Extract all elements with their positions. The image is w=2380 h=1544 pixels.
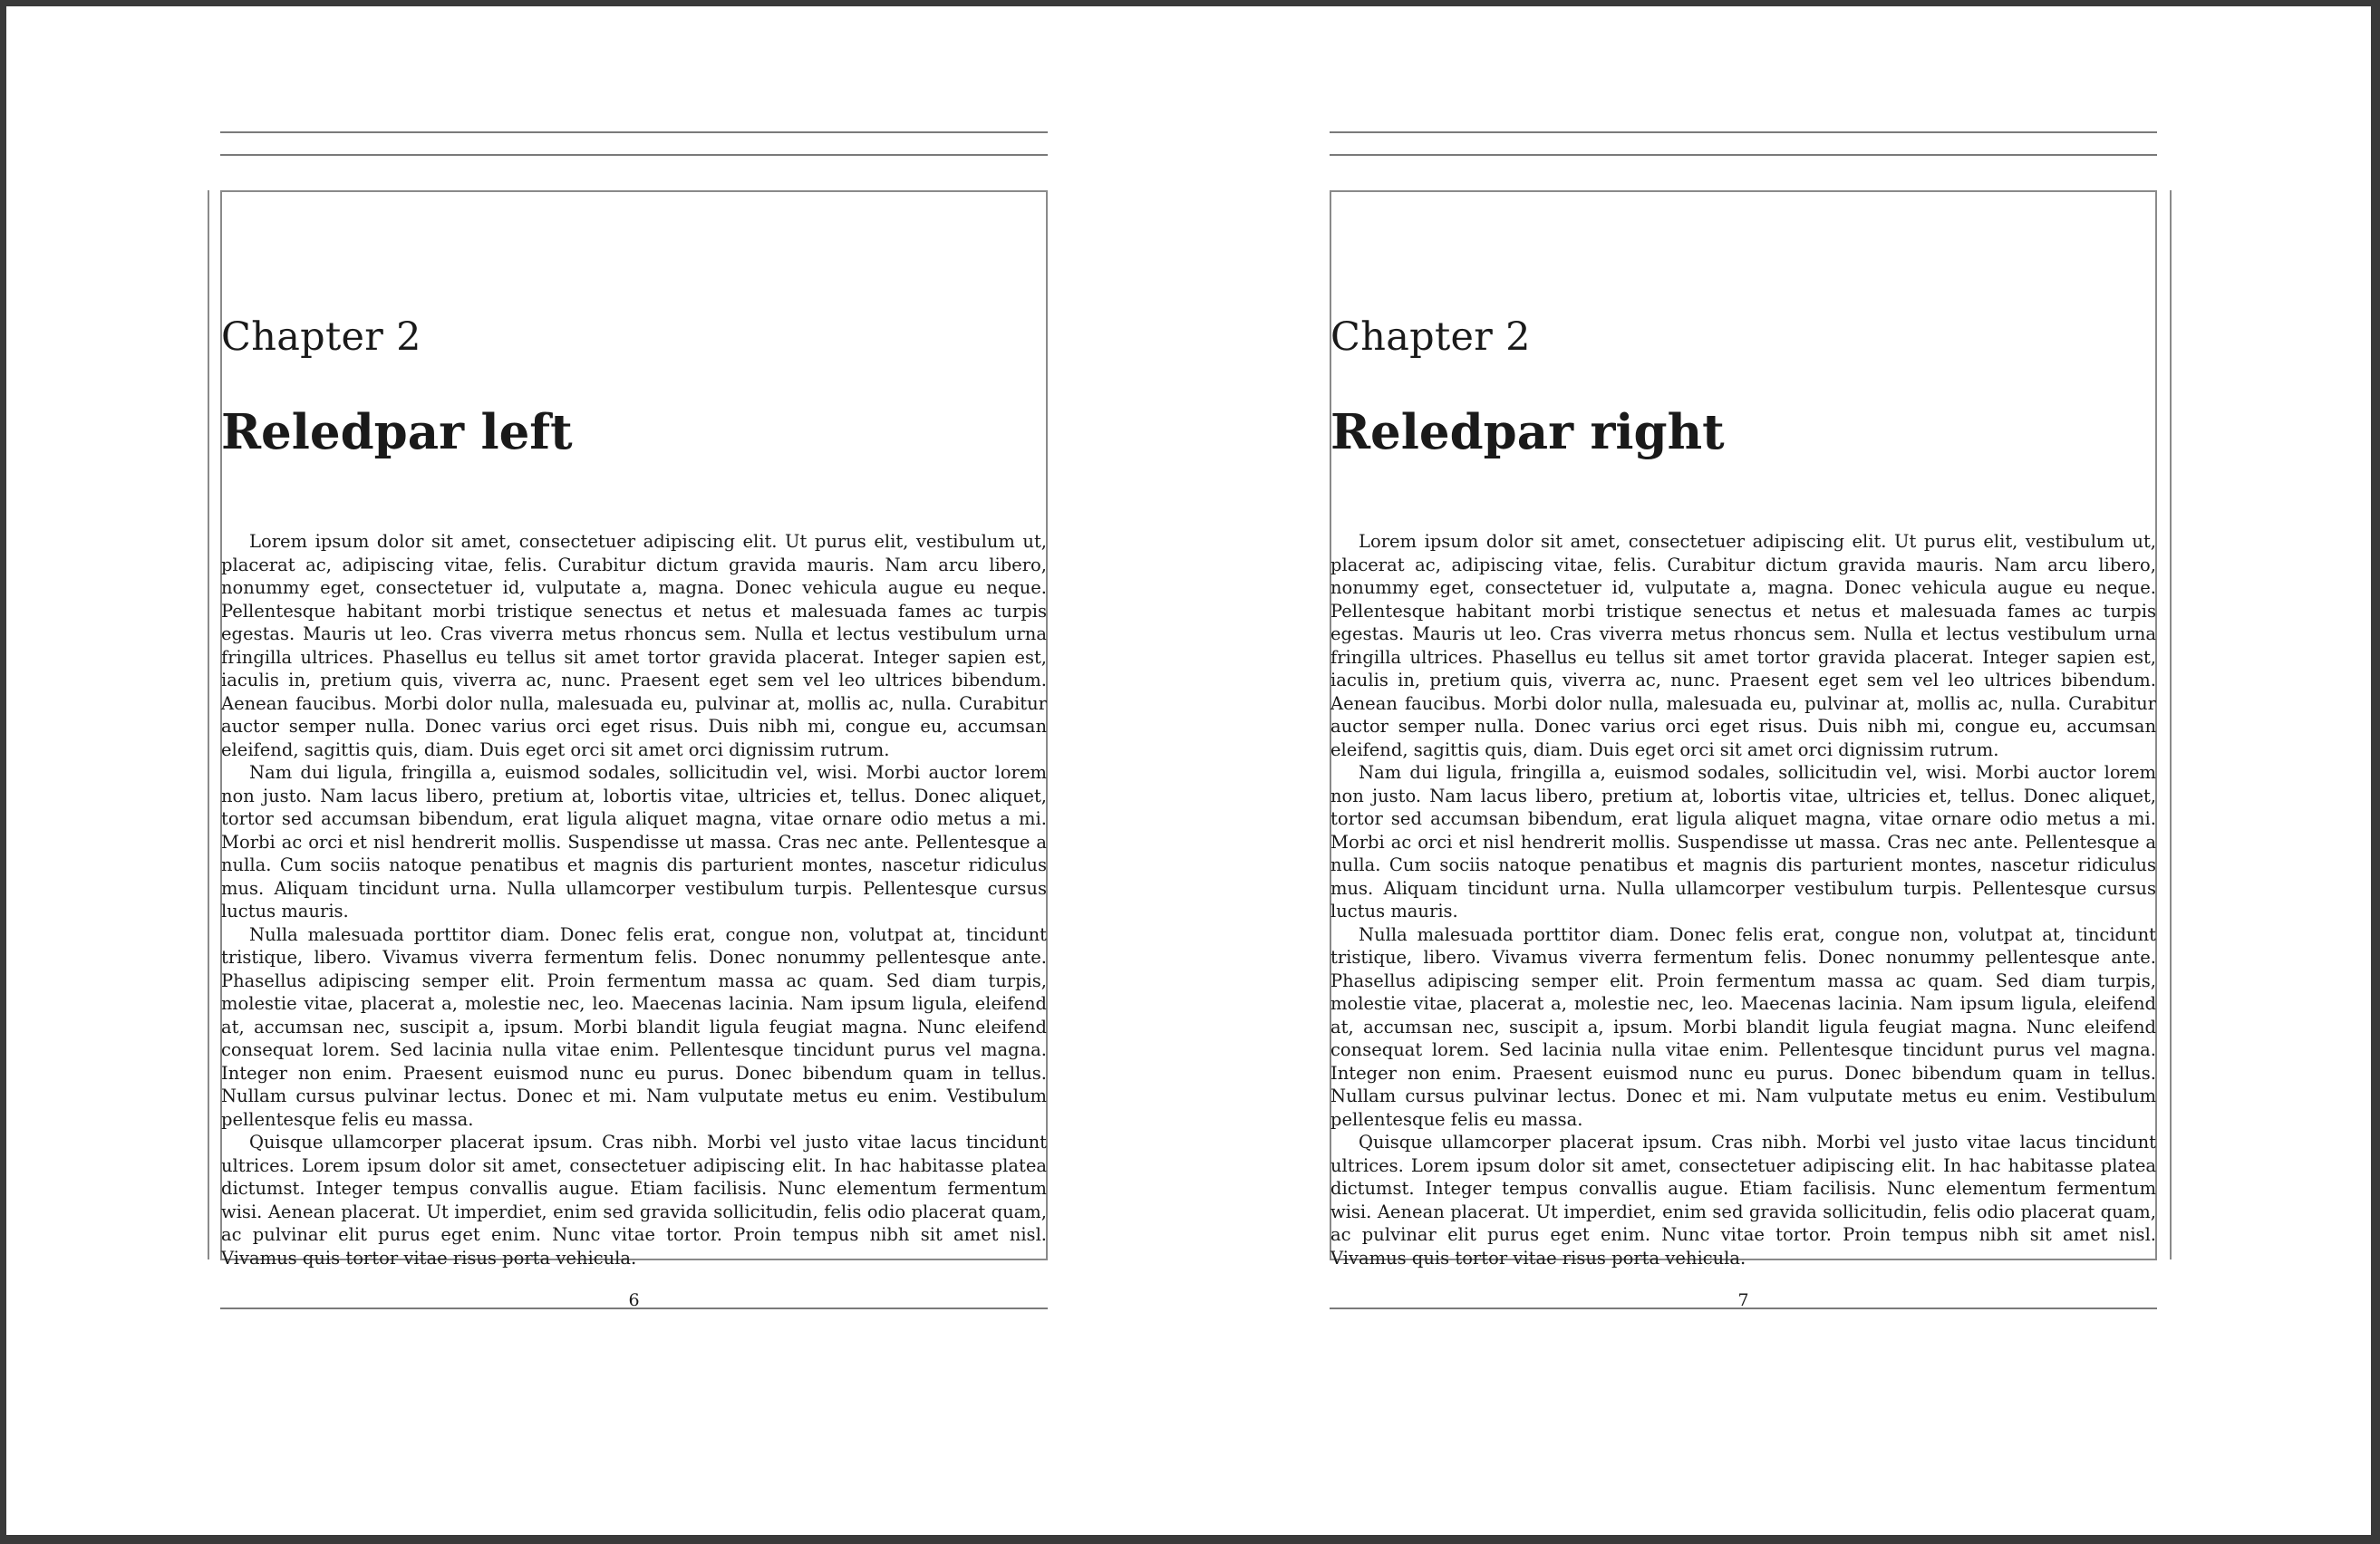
page-right [1330, 0, 2157, 1544]
header-rule-top [220, 131, 1048, 133]
paragraph: Quisque ullamcorper placerat ipsum. Cras nibh. Morbi vel justo vitae lacus tincidunt ultrices. Lorem ipsum dolor sit amet, consectetuer adipiscing elit. In hac habitasse platea dictumst. Integer tempus convallis augue. Etiam facilisis. Nunc elementum fermentum wisi. Aenean placerat. Ut imperdiet, enim sed gravida sollicitudin, felis odio placerat quam, ac pulvinar elit purus eget enim. Nunc vitae tortor. Proin tempus nibh sit amet nisl. Vivamus quis tortor vitae risus porta vehicula. [221, 1132, 1047, 1269]
margin-rule [2170, 190, 2172, 1259]
paragraph: Nam dui ligula, fringilla a, euismod sodales, sollicitudin vel, wisi. Morbi auctor lorem non justo. Nam lacus libero, pretium at, lobortis vitae, ultricies et, tellus. Donec aliquet, tortor sed accumsan bibendum, erat ligula aliquet magna, vitae ornare odio metus a mi. Morbi ac orci et nisl hendrerit mollis. Suspendisse ut massa. Cras nec ante. Pellentesque a nulla. Cum sociis natoque penatibus et magnis dis parturient montes, nascetur ridiculus mus. Aliquam tincidunt urna. Nulla ullamcorper vestibulum turpis. Pellentesque cursus luctus mauris. [1330, 762, 2156, 922]
header-rule-bottom [1330, 154, 2157, 156]
body-text [1330, 530, 2156, 1269]
header-rule-bottom [220, 154, 1048, 156]
margin-rule [208, 190, 209, 1259]
body-text [221, 530, 1047, 1269]
chapter-label: Chapter 2 [221, 314, 421, 360]
chapter-title: Reledpar left [221, 404, 573, 460]
header-rule-top [1330, 131, 2157, 133]
paragraph: Nam dui ligula, fringilla a, euismod sodales, sollicitudin vel, wisi. Morbi auctor lorem non justo. Nam lacus libero, pretium at, lobortis vitae, ultricies et, tellus. Donec aliquet, tortor sed accumsan bibendum, erat ligula aliquet magna, vitae ornare odio metus a mi. Morbi ac orci et nisl hendrerit mollis. Suspendisse ut massa. Cras nec ante. Pellentesque a nulla. Cum sociis natoque penatibus et magnis dis parturient montes, nascetur ridiculus mus. Aliquam tincidunt urna. Nulla ullamcorper vestibulum turpis. Pellentesque cursus luctus mauris. [221, 762, 1047, 922]
chapter-label: Chapter 2 [1330, 314, 1531, 360]
page-number: 7 [1737, 1290, 1749, 1310]
page-number: 6 [628, 1290, 640, 1310]
paragraph: Lorem ipsum dolor sit amet, consectetuer adipiscing elit. Ut purus elit, vestibulum ut, placerat ac, adipiscing vitae, felis. Curabitur dictum gravida mauris. Nam arcu libero, nonummy eget, consectetuer id, vulputate a, magna. Donec vehicula augue eu neque. Pellentesque habitant morbi tristique senectus et netus et malesuada fames ac turpis egestas. Mauris ut leo. Cras viverra metus rhoncus sem. Nulla et lectus vestibulum urna fringilla ultrices. Phasellus eu tellus sit amet tortor gravida placerat. Integer sapien est, iaculis in, pretium quis, viverra ac, nunc. Praesent eget sem vel leo ultrices bibendum. Aenean faucibus. Morbi dolor nulla, malesuada eu, pulvinar at, mollis ac, nulla. Curabitur auctor semper nulla. Donec varius orci eget risus. Duis nibh mi, congue eu, accumsan eleifend, sagittis quis, diam. Duis eget orci sit amet orci dignissim rutrum. [1330, 531, 2156, 760]
paragraph: Lorem ipsum dolor sit amet, consectetuer adipiscing elit. Ut purus elit, vestibulum ut, placerat ac, adipiscing vitae, felis. Curabitur dictum gravida mauris. Nam arcu libero, nonummy eget, consectetuer id, vulputate a, magna. Donec vehicula augue eu neque. Pellentesque habitant morbi tristique senectus et netus et malesuada fames ac turpis egestas. Mauris ut leo. Cras viverra metus rhoncus sem. Nulla et lectus vestibulum urna fringilla ultrices. Phasellus eu tellus sit amet tortor gravida placerat. Integer sapien est, iaculis in, pretium quis, viverra ac, nunc. Praesent eget sem vel leo ultrices bibendum. Aenean faucibus. Morbi dolor nulla, malesuada eu, pulvinar at, mollis ac, nulla. Curabitur auctor semper nulla. Donec varius orci eget risus. Duis nibh mi, congue eu, accumsan eleifend, sagittis quis, diam. Duis eget orci sit amet orci dignissim rutrum. [221, 531, 1047, 760]
chapter-title: Reledpar right [1330, 404, 1725, 460]
paragraph: Nulla malesuada porttitor diam. Donec felis erat, congue non, volutpat at, tincidunt tristique, libero. Vivamus viverra fermentum felis. Donec nonummy pellentesque ante. Phasellus adipiscing semper elit. Proin fermentum massa ac quam. Sed diam turpis, molestie vitae, placerat a, molestie nec, leo. Maecenas lacinia. Nam ipsum ligula, eleifend at, accumsan nec, suscipit a, ipsum. Morbi blandit ligula feugiat magna. Nunc eleifend consequat lorem. Sed lacinia nulla vitae enim. Pellentesque tincidunt purus vel magna. Integer non enim. Praesent euismod nunc eu purus. Donec bibendum quam in tellus. Nullam cursus pulvinar lectus. Donec et mi. Nam vulputate metus eu enim. Vestibulum pellentesque felis eu massa. [221, 923, 1047, 1130]
page-left [220, 0, 1048, 1544]
paragraph: Nulla malesuada porttitor diam. Donec felis erat, congue non, volutpat at, tincidunt tristique, libero. Vivamus viverra fermentum felis. Donec nonummy pellentesque ante. Phasellus adipiscing semper elit. Proin fermentum massa ac quam. Sed diam turpis, molestie vitae, placerat a, molestie nec, leo. Maecenas lacinia. Nam ipsum ligula, eleifend at, accumsan nec, suscipit a, ipsum. Morbi blandit ligula feugiat magna. Nunc eleifend consequat lorem. Sed lacinia nulla vitae enim. Pellentesque tincidunt purus vel magna. Integer non enim. Praesent euismod nunc eu purus. Donec bibendum quam in tellus. Nullam cursus pulvinar lectus. Donec et mi. Nam vulputate metus eu enim. Vestibulum pellentesque felis eu massa. [1330, 923, 2156, 1130]
paragraph: Quisque ullamcorper placerat ipsum. Cras nibh. Morbi vel justo vitae lacus tincidunt ultrices. Lorem ipsum dolor sit amet, consectetuer adipiscing elit. In hac habitasse platea dictumst. Integer tempus convallis augue. Etiam facilisis. Nunc elementum fermentum wisi. Aenean placerat. Ut imperdiet, enim sed gravida sollicitudin, felis odio placerat quam, ac pulvinar elit purus eget enim. Nunc vitae tortor. Proin tempus nibh sit amet nisl. Vivamus quis tortor vitae risus porta vehicula. [1330, 1132, 2156, 1269]
